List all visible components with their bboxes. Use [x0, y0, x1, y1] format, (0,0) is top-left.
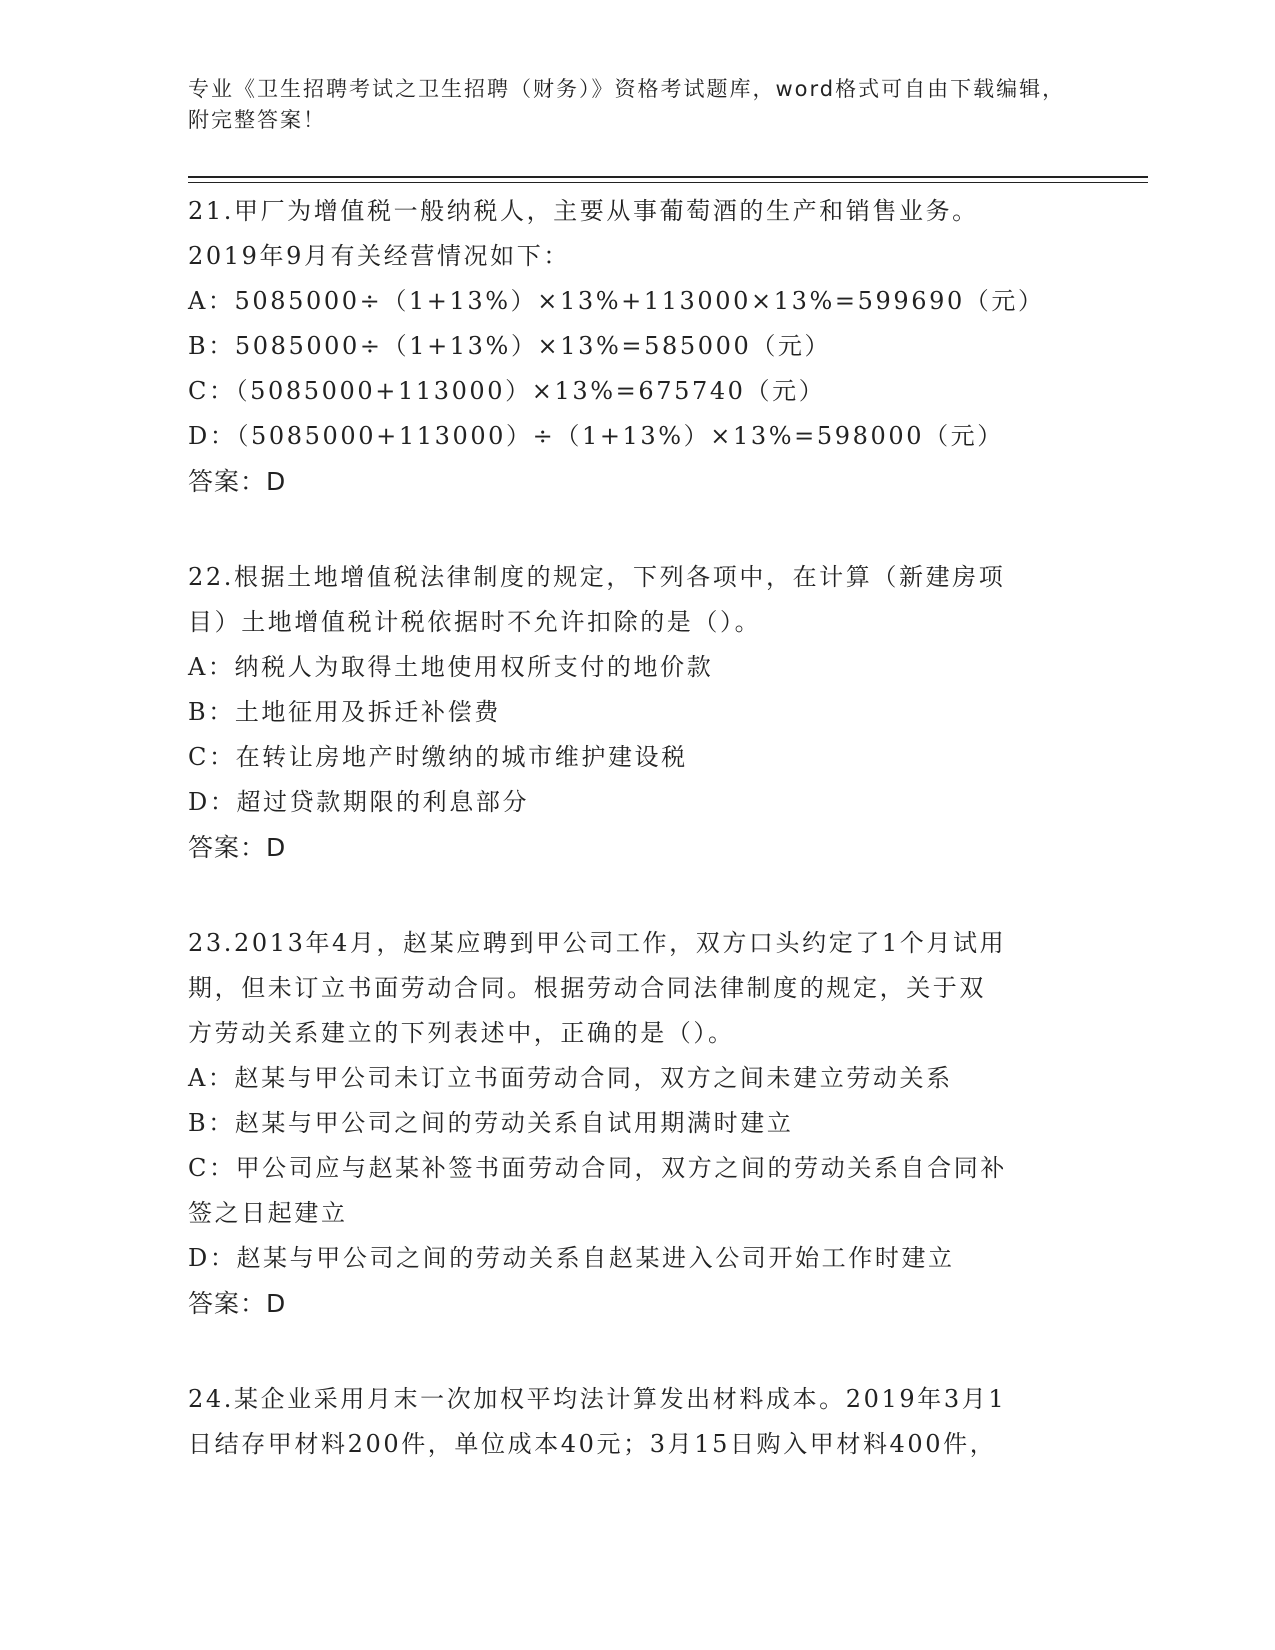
option-a: A：赵某与甲公司未订立书面劳动合同，双方之间未建立劳动关系 — [188, 1064, 953, 1092]
question-stem-line: 期，但未订立书面劳动合同。根据劳动合同法律制度的规定，关于双 — [188, 974, 986, 1002]
question-stem-line: 24.某企业采用月末一次加权平均法计算发出材料成本。2019年3月1 — [188, 1385, 1007, 1413]
option-c: C：（5085000+113000）×13%=675740（元） — [188, 377, 826, 405]
question-22 — [188, 555, 1088, 870]
option-b: B：赵某与甲公司之间的劳动关系自试用期满时建立 — [188, 1109, 794, 1137]
document-header — [188, 74, 1088, 136]
question-list — [188, 189, 1088, 1518]
option-a: A：5085000÷（1+13%）×13%+113000×13%=599690（元） — [188, 287, 1045, 315]
answer-line: 答案：D — [188, 833, 287, 862]
option-a: A：纳税人为取得土地使用权所支付的地价款 — [188, 653, 714, 681]
question-stem-line: 21.甲厂为增值税一般纳税人，主要从事葡萄酒的生产和销售业务。 — [188, 197, 979, 225]
question-21 — [188, 189, 1088, 504]
option-d: D：超过贷款期限的利息部分 — [188, 788, 530, 816]
header-rule-thick — [188, 176, 1148, 178]
option-d: D：（5085000+113000）÷（1+13%）×13%=598000（元） — [188, 422, 1004, 450]
answer-line: 答案：D — [188, 467, 287, 496]
answer-line: 答案：D — [188, 1289, 287, 1318]
option-b: B：土地征用及拆迁补偿费 — [188, 698, 501, 726]
option-c: C：甲公司应与赵某补签书面劳动合同，双方之间的劳动关系自合同补 — [188, 1154, 1007, 1182]
header-rule-thin — [188, 182, 1148, 183]
question-stem-line: 方劳动关系建立的下列表述中，正确的是（）。 — [188, 1019, 735, 1047]
option-c: C：在转让房地产时缴纳的城市维护建设税 — [188, 743, 688, 771]
option-d: D：赵某与甲公司之间的劳动关系自赵某进入公司开始工作时建立 — [188, 1244, 955, 1272]
question-stem-line: 23.2013年4月，赵某应聘到甲公司工作，双方口头约定了1个月试用 — [188, 929, 1007, 957]
question-stem-line: 目）土地增值税计税依据时不允许扣除的是（）。 — [188, 608, 762, 636]
question-stem-line: 2019年9月有关经营情况如下： — [188, 242, 570, 270]
option-c-continued: 签之日起建立 — [188, 1199, 348, 1227]
question-stem-line: 22.根据土地增值税法律制度的规定，下列各项中，在计算（新建房项 — [188, 563, 1006, 591]
question-stem-line: 日结存甲材料200件，单位成本40元；3月15日购入甲材料400件， — [188, 1430, 997, 1458]
option-b: B：5085000÷（1+13%）×13%=585000（元） — [188, 332, 832, 360]
question-24 — [188, 1377, 1088, 1467]
header-text: 专业《卫生招聘考试之卫生招聘（财务）》资格考试题库，word格式可自由下载编辑，附完整答案！ — [188, 77, 1066, 132]
question-23 — [188, 921, 1088, 1326]
